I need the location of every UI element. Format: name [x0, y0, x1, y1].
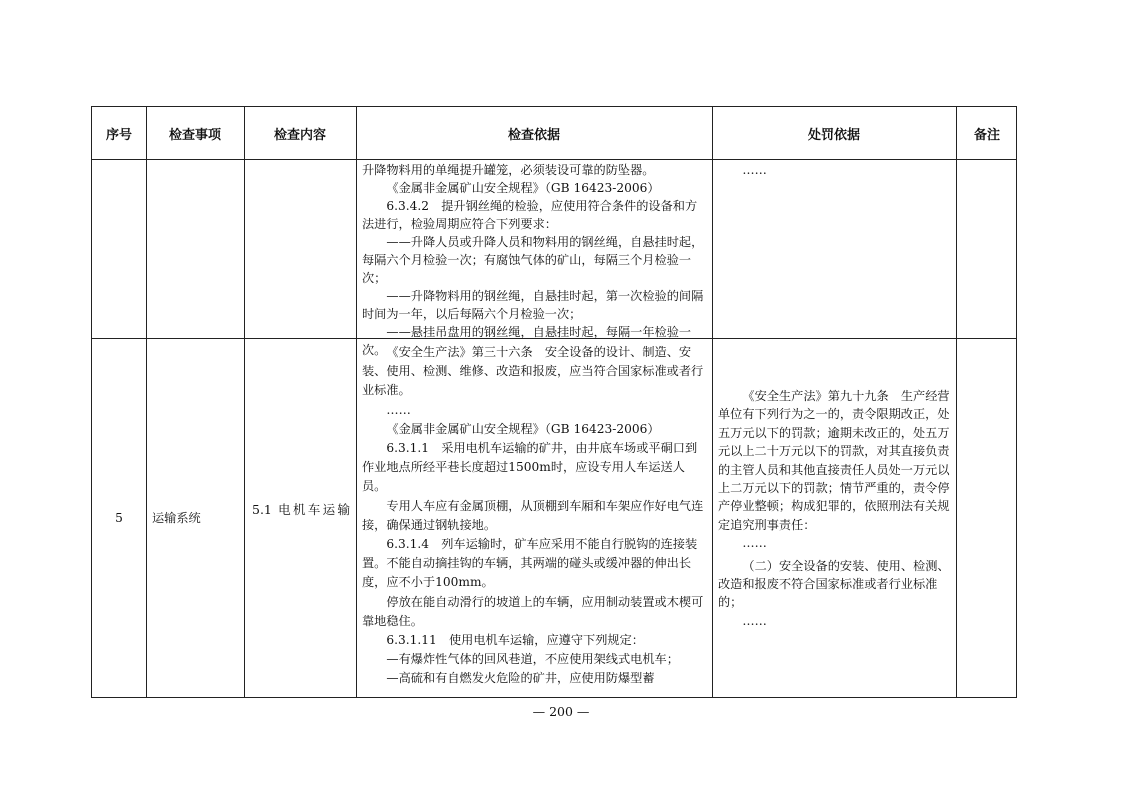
header-divider	[92, 159, 1016, 160]
basis-paragraph: 《安全生产法》第三十六条 安全设备的设计、制造、安装、使用、检测、维修、改造和报废，应当符合国家标准或者行业标准。	[362, 345, 704, 398]
continued-penalty-cell	[718, 161, 950, 179]
basis-paragraph: 6.3.1.1 采用电机车运输的矿井，由井底车场或平硐口到作业地点所经平巷长度超过1500m时，应设专用人车运送人员。	[362, 441, 698, 494]
column-divider	[712, 107, 713, 697]
regulation-table	[91, 106, 1017, 698]
basis-paragraph: ……	[386, 402, 411, 417]
basis-paragraph: 6.3.4.2 提升钢丝绳的检验，应使用符合条件的设备和方法进行，检验周期应符合下列要求：	[362, 199, 698, 231]
column-divider	[244, 107, 245, 697]
header-item: 检查事项	[168, 127, 221, 143]
basis-paragraph: ——悬挂吊盘用的钢丝绳，自悬挂时起，每隔一年检验一次。	[362, 325, 692, 357]
basis-paragraph: ——升降人员或升降人员和物料用的钢丝绳，自悬挂时起，每隔六个月检验一次；有腐蚀气体的矿山，每隔三个月检验一次；	[362, 235, 704, 285]
header-seq: 序号	[105, 127, 132, 143]
basis-paragraph: 《金属非金属矿山安全规程》（GB 16423-2006）	[386, 181, 660, 195]
row5-basis-cell	[362, 343, 708, 689]
penalty-ellipsis: ……	[742, 163, 767, 177]
basis-paragraph: 6.3.1.11 使用电机车运输，应遵守下列规定：	[386, 633, 644, 648]
column-divider	[146, 107, 147, 697]
basis-paragraph: 6.3.1.4 列车运输时，矿车应采用不能自行脱钩的连接装置。不能自动摘挂钩的车辆，其两端的碰头或缓冲器的伸出长度，应不小于100mm。	[362, 537, 698, 590]
basis-paragraph: ——升降物料用的钢丝绳，自悬挂时起，第一次检验的间隔时间为一年，以后每隔六个月检验一次；	[362, 289, 704, 321]
basis-paragraph: 升降物料用的单绳提升罐笼，必须装设可靠的防坠器。	[362, 163, 655, 177]
column-divider	[956, 107, 957, 697]
header-basis: 检查依据	[507, 127, 560, 143]
basis-paragraph: —有爆炸性气体的回风巷道，不应使用架线式电机车；	[386, 652, 679, 667]
basis-paragraph: 专用人车应有金属顶棚，从顶棚到车厢和车架应作好电气连接，确保通过钢轨接地。	[362, 498, 704, 532]
header-content: 检查内容	[273, 127, 326, 143]
basis-paragraph: 停放在能自动滑行的坡道上的车辆，应用制动装置或木楔可靠地稳住。	[362, 594, 704, 628]
penalty-ellipsis: ……	[742, 536, 767, 551]
basis-paragraph: —高硫和有自燃发火危险的矿井，应使用防爆型蓄	[386, 671, 655, 686]
penalty-paragraph: （二）安全设备的安装、使用、检测、改造和报废不符合国家标准或者行业标准的；	[718, 558, 950, 610]
penalty-ellipsis: ……	[742, 613, 767, 628]
continued-basis-cell	[362, 161, 708, 359]
row5-content: 5.1 电机车运输	[252, 502, 350, 517]
header-penalty: 处罚依据	[807, 127, 860, 143]
column-divider	[356, 107, 357, 697]
row5-penalty-cell	[718, 387, 950, 630]
header-remarks: 备注	[973, 127, 1000, 143]
penalty-paragraph: 《安全生产法》第九十九条 生产经营单位有下列行为之一的，责令限期改正，处五万元以下的罚款；逾期未改正的，处五万元以上二十万元以下的罚款，对其直接负责的主管人员和其他直接责任人员处一万元以上二万元以下的罚款；情节严重的，责令停产停业整顿；构成犯罪的，依照刑法有关规定追究刑事责任：	[718, 389, 950, 532]
basis-paragraph: 《金属非金属矿山安全规程》（GB 16423-2006）	[386, 421, 660, 436]
row5-seq: 5	[115, 511, 123, 525]
page-number: — 200 —	[532, 704, 590, 719]
row5-item: 运输系统	[152, 511, 201, 525]
